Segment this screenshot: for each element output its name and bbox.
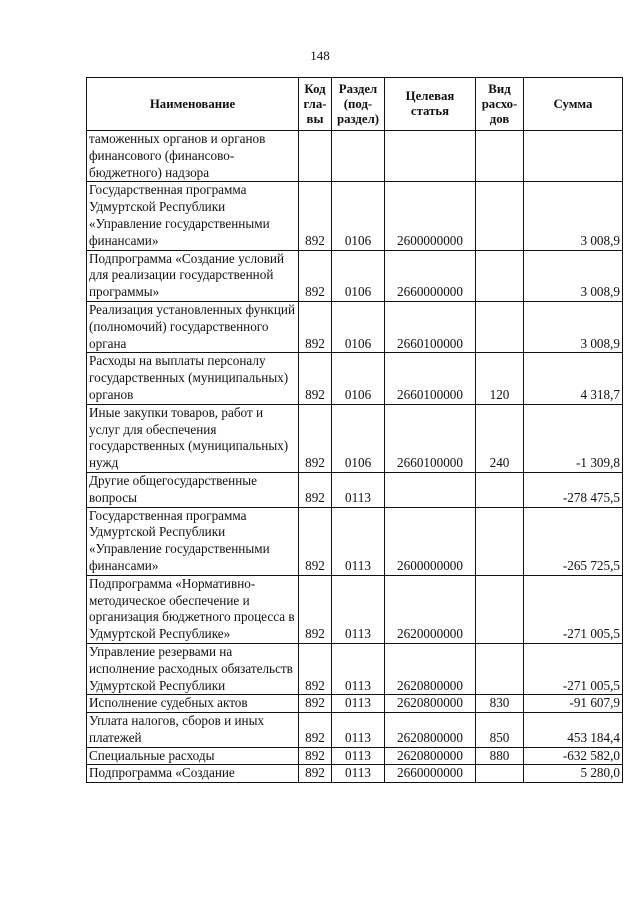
row-name: Реализация установленных функций (полномочий) государственного органа bbox=[87, 301, 299, 352]
row-expense-type bbox=[476, 507, 524, 575]
table-row bbox=[87, 353, 623, 404]
row-amount: 3 008,9 bbox=[524, 301, 623, 352]
row-section: 0106 bbox=[332, 353, 385, 404]
row-expense-type bbox=[476, 301, 524, 352]
table-row bbox=[87, 182, 623, 250]
row-section: 0113 bbox=[332, 695, 385, 713]
row-target: 2600000000 bbox=[385, 507, 476, 575]
row-amount: 4 318,7 bbox=[524, 353, 623, 404]
row-section: 0113 bbox=[332, 507, 385, 575]
row-amount: -91 607,9 bbox=[524, 695, 623, 713]
row-target: 2620800000 bbox=[385, 747, 476, 765]
table-row bbox=[87, 131, 623, 182]
row-chapter: 892 bbox=[299, 301, 332, 352]
row-name: Подпрограмма «Создание bbox=[87, 765, 299, 783]
row-chapter bbox=[299, 131, 332, 182]
row-amount: -1 309,8 bbox=[524, 404, 623, 472]
row-target: 2660100000 bbox=[385, 404, 476, 472]
table-row bbox=[87, 695, 623, 713]
row-section: 0113 bbox=[332, 765, 385, 783]
row-target: 2660100000 bbox=[385, 301, 476, 352]
table-row bbox=[87, 507, 623, 575]
table-row bbox=[87, 713, 623, 748]
row-chapter: 892 bbox=[299, 643, 332, 694]
row-name: Исполнение судебных актов bbox=[87, 695, 299, 713]
table-row bbox=[87, 575, 623, 643]
row-expense-type bbox=[476, 765, 524, 783]
header-amount: Сумма bbox=[524, 78, 623, 131]
row-chapter: 892 bbox=[299, 747, 332, 765]
row-section: 0113 bbox=[332, 747, 385, 765]
row-amount: 5 280,0 bbox=[524, 765, 623, 783]
row-target: 2600000000 bbox=[385, 182, 476, 250]
header-expense-type: Вид расхо-дов bbox=[476, 78, 524, 131]
row-chapter: 892 bbox=[299, 695, 332, 713]
row-section: 0106 bbox=[332, 301, 385, 352]
row-section: 0106 bbox=[332, 182, 385, 250]
row-section: 0113 bbox=[332, 472, 385, 507]
row-section bbox=[332, 131, 385, 182]
row-target: 2620800000 bbox=[385, 695, 476, 713]
row-name: Государственная программа Удмуртской Республики «Управление государственными финансами» bbox=[87, 507, 299, 575]
row-amount: 453 184,4 bbox=[524, 713, 623, 748]
header-section: Раздел (под-раздел) bbox=[332, 78, 385, 131]
row-name: Управление резервами на исполнение расходных обязательств Удмуртской Республики bbox=[87, 643, 299, 694]
row-name: Другие общегосударственные вопросы bbox=[87, 472, 299, 507]
header-target: Целевая статья bbox=[385, 78, 476, 131]
row-target bbox=[385, 131, 476, 182]
row-section: 0106 bbox=[332, 250, 385, 301]
row-amount: 3 008,9 bbox=[524, 182, 623, 250]
row-expense-type: 850 bbox=[476, 713, 524, 748]
row-name: Расходы на выплаты персоналу государственных (муниципальных) органов bbox=[87, 353, 299, 404]
table-row bbox=[87, 301, 623, 352]
row-chapter: 892 bbox=[299, 182, 332, 250]
row-amount: -271 005,5 bbox=[524, 643, 623, 694]
row-expense-type bbox=[476, 643, 524, 694]
row-expense-type bbox=[476, 131, 524, 182]
row-name: Иные закупки товаров, работ и услуг для обеспечения государственных (муниципальных) нужд bbox=[87, 404, 299, 472]
row-target: 2620800000 bbox=[385, 643, 476, 694]
header-chapter: Код гла-вы bbox=[299, 78, 332, 131]
row-expense-type bbox=[476, 575, 524, 643]
table-header-row bbox=[87, 78, 623, 131]
row-name: Государственная программа Удмуртской Республики «Управление государственными финансами» bbox=[87, 182, 299, 250]
row-amount: -278 475,5 bbox=[524, 472, 623, 507]
row-target bbox=[385, 472, 476, 507]
row-target: 2620000000 bbox=[385, 575, 476, 643]
budget-table bbox=[86, 77, 623, 783]
row-target: 2620800000 bbox=[385, 713, 476, 748]
row-expense-type bbox=[476, 182, 524, 250]
row-section: 0113 bbox=[332, 643, 385, 694]
row-chapter: 892 bbox=[299, 507, 332, 575]
row-amount: -632 582,0 bbox=[524, 747, 623, 765]
row-name: Специальные расходы bbox=[87, 747, 299, 765]
row-chapter: 892 bbox=[299, 472, 332, 507]
row-chapter: 892 bbox=[299, 404, 332, 472]
row-target: 2660100000 bbox=[385, 353, 476, 404]
row-expense-type: 880 bbox=[476, 747, 524, 765]
table-row bbox=[87, 250, 623, 301]
row-expense-type: 240 bbox=[476, 404, 524, 472]
row-chapter: 892 bbox=[299, 250, 332, 301]
header-name: Наименование bbox=[87, 78, 299, 131]
table-row bbox=[87, 404, 623, 472]
row-expense-type bbox=[476, 472, 524, 507]
row-chapter: 892 bbox=[299, 713, 332, 748]
row-expense-type: 830 bbox=[476, 695, 524, 713]
row-name: Подпрограмма «Создание условий для реализации государственной программы» bbox=[87, 250, 299, 301]
row-target: 2660000000 bbox=[385, 765, 476, 783]
row-section: 0106 bbox=[332, 404, 385, 472]
table-row bbox=[87, 747, 623, 765]
row-expense-type bbox=[476, 250, 524, 301]
row-amount: -271 005,5 bbox=[524, 575, 623, 643]
row-chapter: 892 bbox=[299, 575, 332, 643]
row-name: таможенных органов и органов финансового (финансово-бюджетного) надзора bbox=[87, 131, 299, 182]
row-chapter: 892 bbox=[299, 353, 332, 404]
row-chapter: 892 bbox=[299, 765, 332, 783]
table-row bbox=[87, 765, 623, 783]
row-name: Уплата налогов, сборов и иных платежей bbox=[87, 713, 299, 748]
page-number: 148 bbox=[310, 48, 330, 63]
row-section: 0113 bbox=[332, 713, 385, 748]
row-amount: 3 008,9 bbox=[524, 250, 623, 301]
row-expense-type: 120 bbox=[476, 353, 524, 404]
row-target: 2660000000 bbox=[385, 250, 476, 301]
row-name: Подпрограмма «Нормативно-методическое обеспечение и организация бюджетного процесса в Удмуртской Республике» bbox=[87, 575, 299, 643]
table-row bbox=[87, 472, 623, 507]
table-row bbox=[87, 643, 623, 694]
row-amount bbox=[524, 131, 623, 182]
row-amount: -265 725,5 bbox=[524, 507, 623, 575]
row-section: 0113 bbox=[332, 575, 385, 643]
